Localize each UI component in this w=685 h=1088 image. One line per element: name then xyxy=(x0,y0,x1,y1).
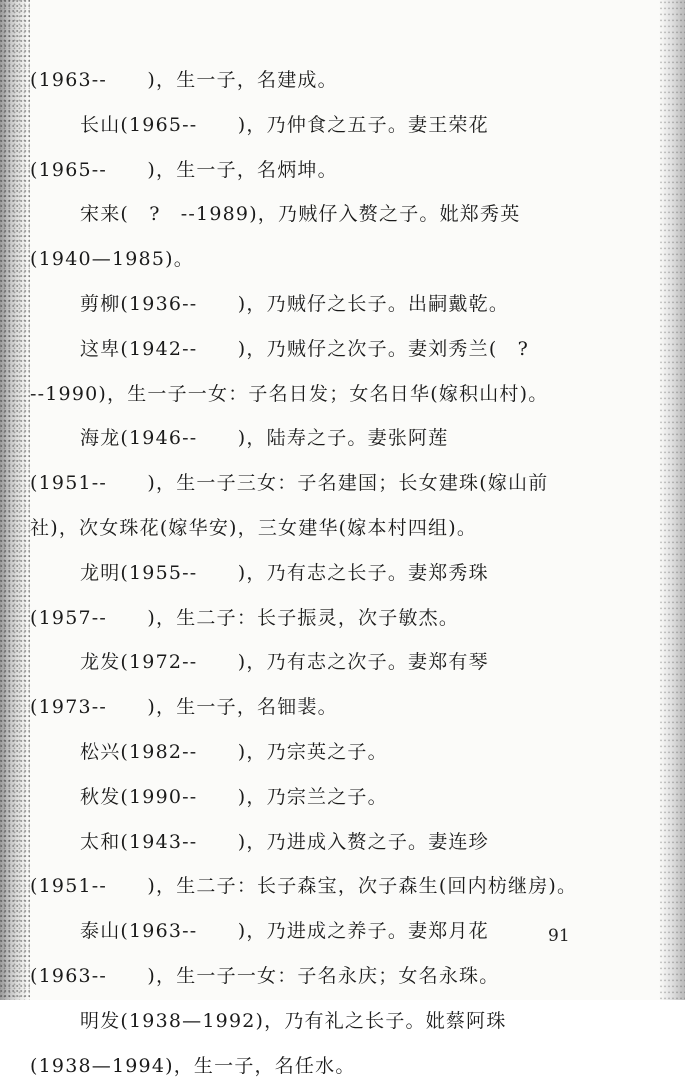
scan-edge-right xyxy=(659,0,685,1000)
text-line: 海龙(1946-- )，陆寿之子。妻张阿莲 xyxy=(80,427,449,450)
text-line: (1938—1994)，生一子，名任水。 xyxy=(30,1054,356,1077)
text-line: 松兴(1982-- )，乃宗英之子。 xyxy=(80,740,388,763)
text-line: 社)，次女珠花(嫁华安)，三女建华(嫁本村四组)。 xyxy=(30,516,478,539)
text-line: (1951-- )，生一子三女：子名建国；长女建珠(嫁山前 xyxy=(30,472,549,495)
text-line: 明发(1938—1992)，乃有礼之长子。妣蔡阿珠 xyxy=(80,1009,507,1032)
text-line: 泰山(1963-- )，乃进成之养子。妻郑月花 xyxy=(80,920,489,943)
text-line: (1951-- )，生二子：长子森宝，次子森生(回内枋继房)。 xyxy=(30,875,578,898)
text-line: 宋来( ? --1989)，乃贼仔入赘之子。妣郑秀英 xyxy=(80,203,521,226)
text-line: 这卑(1942-- )，乃贼仔之次子。妻刘秀兰( ? xyxy=(80,337,530,360)
text-line: (1963-- )，生一子，名建成。 xyxy=(30,69,338,91)
text-line: (1957-- )，生二子：长子振灵，次子敏杰。 xyxy=(30,606,460,629)
text-line: (1973-- )，生一子，名钿裴。 xyxy=(30,696,338,719)
scan-edge-left xyxy=(0,0,30,1000)
page-number: 91 xyxy=(548,926,570,946)
text-line: 秋发(1990-- )，乃宗兰之子。 xyxy=(80,785,388,808)
text-line: (1963-- )，生一子一女：子名永庆；女名永珠。 xyxy=(30,964,500,987)
text-line: 长山(1965-- )，乃仲食之五子。妻王荣花 xyxy=(80,113,489,136)
text-line: 剪柳(1936-- )，乃贼仔之长子。出嗣戴乾。 xyxy=(80,292,510,315)
text-line: (1965-- )，生一子，名炳坤。 xyxy=(30,158,338,181)
text-line: 龙发(1972-- )，乃有志之次子。妻郑有琴 xyxy=(80,651,489,674)
text-line: 龙明(1955-- )，乃有志之长子。妻郑秀珠 xyxy=(80,561,489,584)
text-line: --1990)，生一子一女：子名日发；女名日华(嫁积山村)。 xyxy=(30,382,549,405)
genealogy-text-block xyxy=(30,58,610,1088)
text-line: 太和(1943-- )，乃进成入赘之子。妻连珍 xyxy=(80,830,489,853)
text-line: (1940—1985)。 xyxy=(30,248,194,271)
